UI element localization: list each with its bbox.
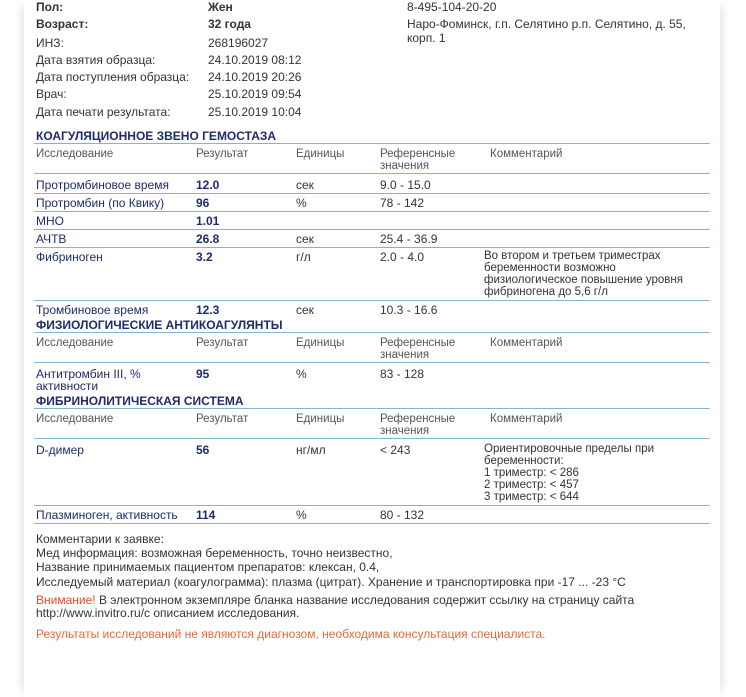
printed-label: Дата печати результата: (36, 105, 171, 119)
test-name-line2: активности (36, 379, 99, 393)
col-head-ref-2: значения (380, 349, 430, 361)
section-title-fibrinolytic: ФИБРИНОЛИТИЧЕСКАЯ СИСТЕМА (36, 394, 244, 408)
test-units: % (296, 508, 307, 522)
header-divider (34, 438, 710, 439)
test-ref: < 243 (380, 443, 411, 457)
test-units: % (296, 196, 307, 210)
test-result: 12.0 (196, 178, 220, 192)
col-head-test: Исследование (36, 148, 114, 160)
test-units: сек (296, 178, 314, 192)
col-head-result: Результат (196, 337, 249, 349)
lab-report-sheet (24, 0, 720, 697)
printed-value: 25.10.2019 10:04 (208, 105, 302, 119)
section-title-anticoagulants: ФИЗИОЛОГИЧЕСКИЕ АНТИКОАГУЛЯНТЫ (36, 318, 283, 332)
section-divider (34, 332, 710, 333)
col-head-ref: Референсные (380, 413, 456, 425)
clinic-phone: 8-495-104-20-20 (407, 0, 497, 14)
row-divider (34, 247, 710, 248)
row-divider (34, 229, 710, 230)
sex-value: Жен (208, 0, 233, 14)
test-name: МНО (36, 214, 64, 228)
age-label: Возраст: (36, 17, 89, 31)
col-head-ref-2: значения (380, 160, 430, 172)
warning-text: В электронном экземпляре бланка название исследования содержит ссылку на страницу сайта (95, 593, 635, 607)
col-head-ref: Референсные (380, 337, 456, 349)
test-result: 26.8 (196, 232, 220, 246)
section-divider (34, 143, 710, 144)
test-result: 3.2 (196, 250, 213, 264)
notes-line: Название принимаемых пациентом препаратов: клексан, 0.4, (36, 560, 380, 574)
test-result: 114 (196, 508, 216, 522)
test-comment-line: 3 триместр: < 644 (484, 491, 579, 503)
test-name: АЧТВ (36, 232, 67, 246)
notes-line: Мед информация: возможная беременность, точно неизвестно, (36, 546, 393, 560)
test-name: Тромбиновое время (36, 303, 149, 317)
col-head-comment: Комментарий (490, 413, 563, 425)
col-head-result: Результат (196, 413, 249, 425)
clinic-address-line2: корп. 1 (407, 31, 446, 45)
row-divider (34, 505, 710, 506)
col-head-result: Результат (196, 148, 249, 160)
test-ref: 25.4 - 36.9 (380, 232, 438, 246)
header-divider (34, 173, 710, 174)
link-tail: с описанием исследования. (144, 606, 300, 620)
test-name: Антитромбин III, % (36, 367, 141, 381)
col-head-ref: Референсные (380, 148, 456, 160)
test-name: Протромбиновое время (36, 178, 169, 192)
test-units: г/л (296, 250, 311, 264)
col-head-units: Единицы (296, 337, 345, 349)
row-divider (34, 211, 710, 212)
warning-line (36, 593, 634, 607)
doctor-label: Врач: (36, 87, 67, 101)
test-comment-line: Ориентировочные пределы при (484, 443, 655, 455)
clinic-address-line1: Наро-Фоминск, г.п. Селятино р.п. Селятино, д. 55, (407, 17, 686, 31)
test-units: сек (296, 303, 314, 317)
sample-received-value: 24.10.2019 20:26 (208, 70, 302, 84)
test-comment-line: беременности возможно (484, 262, 616, 274)
test-comment-line: беременности: (484, 455, 564, 467)
row-divider (34, 300, 710, 301)
row-divider (34, 193, 710, 194)
notes-line: Исследуемый материал (коагулограмма): плазма (цитрат). Хранение и транспортировка при -17 ... -23 °C (36, 575, 626, 589)
inz-label: ИНЗ: (36, 36, 64, 50)
sample-taken-label: Дата взятия образца: (36, 53, 156, 67)
test-units: нг/мл (296, 443, 326, 457)
warning-word: Внимание! (36, 593, 96, 607)
sample-taken-value: 24.10.2019 08:12 (208, 53, 302, 67)
col-head-comment: Комментарий (490, 337, 563, 349)
row-divider (34, 523, 710, 524)
col-head-test: Исследование (36, 413, 114, 425)
test-result: 95 (196, 367, 210, 381)
section-divider (34, 408, 710, 409)
inz-value: 268196027 (208, 36, 269, 50)
test-ref: 9.0 - 15.0 (380, 178, 431, 192)
col-head-test: Исследование (36, 337, 114, 349)
sex-label: Пол: (36, 0, 64, 14)
test-result: 12.3 (196, 303, 220, 317)
test-comment-line: фибриногена до 5,6 г/л (484, 286, 608, 298)
test-units: сек (296, 232, 314, 246)
test-name: Плазминоген, активность (36, 508, 178, 522)
test-comment-line: 1 триместр: < 286 (484, 467, 579, 479)
test-name: Фибриноген (36, 250, 103, 264)
test-result: 56 (196, 443, 210, 457)
test-ref: 78 - 142 (380, 196, 425, 210)
section-title-coagulation: КОАГУЛЯЦИОННОЕ ЗВЕНО ГЕМОСТАЗА (36, 129, 277, 143)
test-name: D-димер (36, 443, 84, 457)
test-result: 1.01 (196, 214, 220, 228)
test-name: Протромбин (по Квику) (36, 196, 165, 210)
col-head-comment: Комментарий (490, 148, 563, 160)
test-comment-line: Во втором и третьем триместрах (484, 250, 661, 262)
disclaimer: Результаты исследований не являются диагнозом, необходима консультация специалиста. (36, 627, 546, 641)
header-divider (34, 362, 710, 363)
invitro-link[interactable]: http://www.invitro.ru/ (36, 606, 145, 620)
col-head-units: Единицы (296, 413, 345, 425)
sample-received-label: Дата поступления образца: (36, 70, 190, 84)
notes-heading: Комментарии к заявке: (36, 532, 164, 546)
doctor-value: 25.10.2019 09:54 (208, 87, 302, 101)
test-comment-line: физиологическое повышение уровня (484, 274, 683, 286)
link-line (36, 606, 299, 620)
test-ref: 2.0 - 4.0 (380, 250, 425, 264)
age-value: 32 года (208, 17, 251, 31)
test-comment-line: 2 триместр: < 457 (484, 479, 579, 491)
test-units: % (296, 367, 307, 381)
col-head-ref-2: значения (380, 425, 430, 437)
col-head-units: Единицы (296, 148, 345, 160)
test-result: 96 (196, 196, 210, 210)
test-ref: 83 - 128 (380, 367, 425, 381)
test-ref: 10.3 - 16.6 (380, 303, 438, 317)
test-ref: 80 - 132 (380, 508, 425, 522)
